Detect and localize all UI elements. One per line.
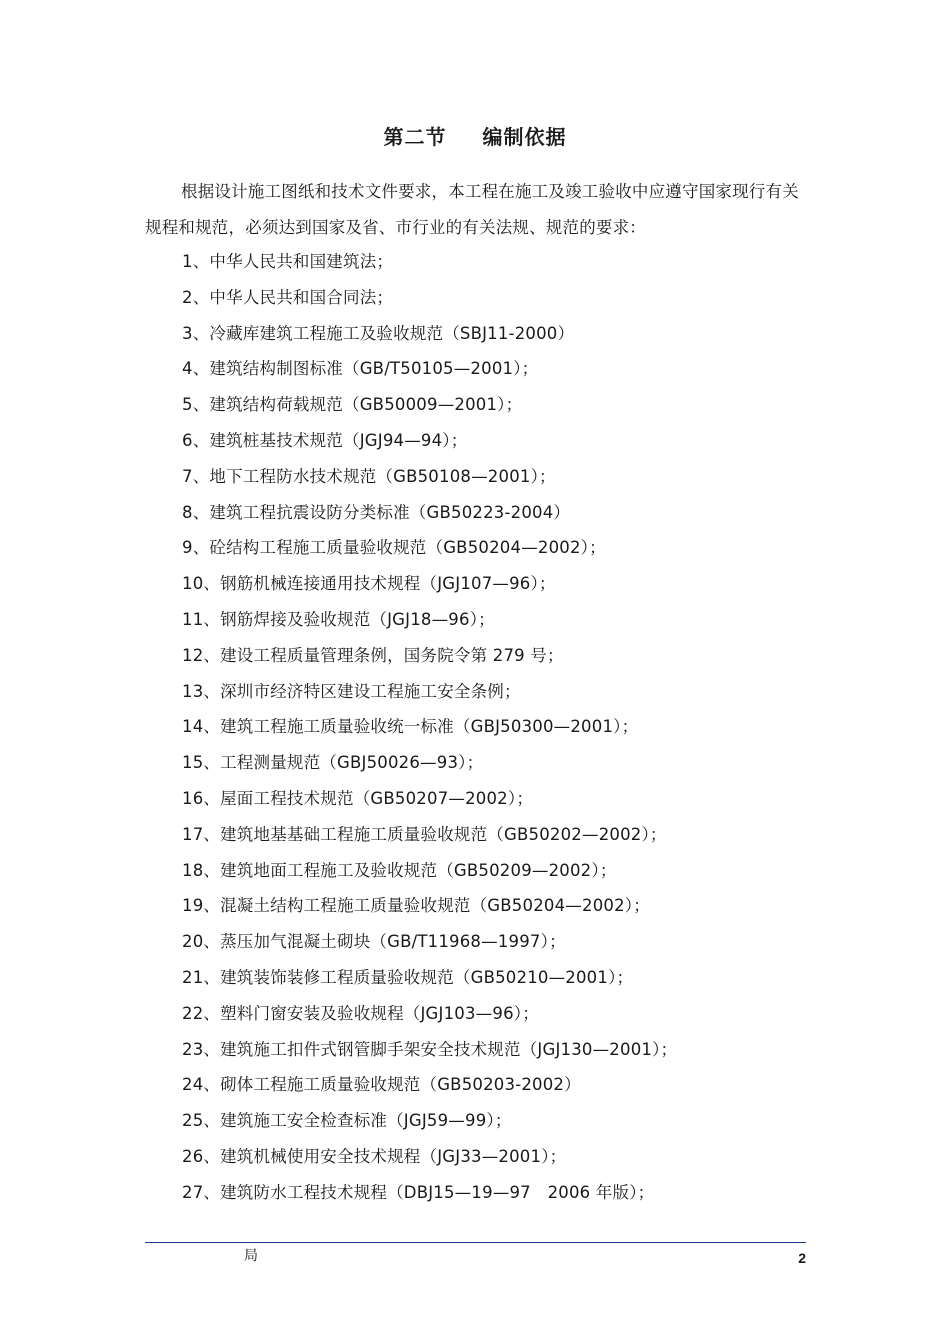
list-item: 26、建筑机械使用安全技术规程（JGJ33—2001）； [182,1146,567,1166]
list-item: 3、冷藏库建筑工程施工及验收规范（SBJ11-2000） [182,323,575,343]
list-item: 16、屋面工程技术规范（GB50207—2002）； [182,788,534,808]
standards-list [182,244,822,1211]
list-item: 2、中华人民共和国合同法； [182,287,394,307]
list-item: 11、钢筋焊接及验收规范（JGJ18—96）； [182,609,495,629]
list-item: 15、工程测量规范（GBJ50026—93）； [182,753,484,773]
list-item: 25、建筑施工安全检查标准（JGJ59—99）； [182,1111,512,1131]
list-item: 27、建筑防水工程技术规程（DBJ15—19—97 2006 年版）； [182,1182,655,1202]
section-title: 编制依据 [482,125,567,149]
footer-text: 局 [244,1248,258,1264]
list-item: 22、塑料门窗安装及验收规程（JGJ103—96）； [182,1003,539,1023]
list-item: 20、蒸压加气混凝土砌块（GB/T11968—1997）； [182,932,566,952]
list-item: 23、建筑施工扣件式钢管脚手架安全技术规范（JGJ130—2001）； [182,1039,678,1059]
list-item: 21、建筑装饰装修工程质量验收规范（GB50210—2001）； [182,967,634,987]
list-item: 4、建筑结构制图标准（GB/T50105—2001）； [182,359,539,379]
page-number: 2 [798,1250,806,1266]
list-item: 14、建筑工程施工质量验收统一标准（GBJ50300—2001）； [182,717,639,737]
list-item: 1、中华人民共和国建筑法； [182,252,394,271]
section-number: 第二节 [383,125,447,149]
list-item: 13、深圳市经济特区建设工程施工安全条例； [182,681,521,701]
list-item: 19、混凝土结构工程施工质量验收规范（GB50204—2002）； [182,896,650,916]
list-item: 17、建筑地基基础工程施工质量验收规范（GB50202—2002）； [182,824,667,844]
list-item: 12、建设工程质量管理条例，国务院令第 279 号； [182,645,564,665]
list-item: 6、建筑桩基技术规范（JGJ94—94）； [182,430,468,450]
list-item: 8、建筑工程抗震设防分类标准（GB50223-2004） [182,502,571,522]
list-item: 10、钢筋机械连接通用技术规程（JGJ107—96）； [182,574,556,594]
list-item: 18、建筑地面工程施工及验收规范（GB50209—2002）； [182,860,617,880]
section-heading [0,122,950,152]
footer-divider [145,1242,806,1243]
list-item: 5、建筑结构荷载规范（GB50009—2001）； [182,395,523,415]
list-item: 7、地下工程防水技术规范（GB50108—2001）； [182,466,556,486]
list-item: 9、砼结构工程施工质量验收规范（GB50204—2002）； [182,538,606,558]
list-item: 24、砌体工程施工质量验收规范（GB50203-2002） [182,1075,581,1095]
intro-paragraph: 根据设计施工图纸和技术文件要求，本工程在施工及竣工验收中应遵守国家现行有关规程和规范，必须达到国家及省、市行业的有关法规、规范的要求： [145,182,799,237]
